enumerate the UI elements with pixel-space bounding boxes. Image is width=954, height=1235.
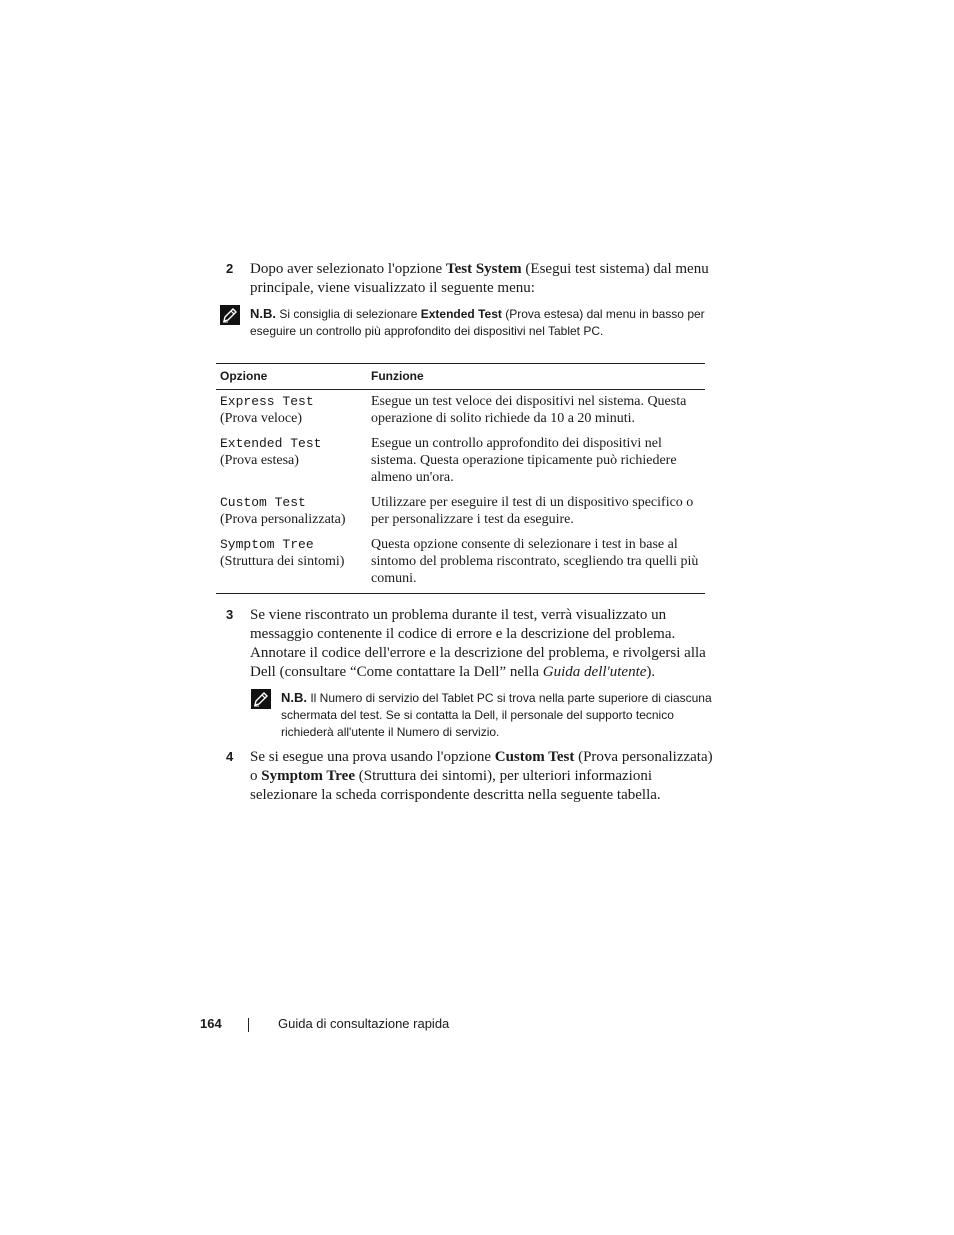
step-3	[226, 606, 716, 686]
function-cell: Utilizzare per eseguire il test di un dispositivo specifico o per personalizzare i test da eseguire.	[371, 495, 694, 527]
table-bottom-rule	[216, 593, 705, 594]
option-cell	[220, 494, 368, 528]
note-1	[220, 305, 720, 345]
table-header-rule	[216, 389, 705, 390]
table-row	[216, 492, 705, 534]
note-label: N.B.	[250, 306, 276, 321]
pencil-note-icon	[251, 689, 271, 709]
note-label: N.B.	[281, 690, 307, 705]
step-text: Dopo aver selezionato l'opzione Test System (Esegui test sistema) dal menu principale, viene visualizzato il seguente menu:	[250, 261, 709, 296]
pencil-note-icon	[220, 305, 240, 325]
option-translation: (Prova estesa)	[220, 453, 299, 468]
footer-divider	[248, 1018, 249, 1032]
table-row	[216, 433, 705, 492]
option-code: Extended Test	[220, 436, 322, 451]
note-2	[251, 689, 721, 741]
option-code: Express Test	[220, 394, 314, 409]
option-translation: (Struttura dei sintomi)	[220, 554, 345, 569]
option-name: Symptom Tree	[261, 768, 355, 784]
note-text: N.B. Il Numero di servizio del Tablet PC si trova nella parte superiore di ciascuna schermata del test. Se si contatta la Dell, il personale del supporto tecnico richiederà all'utente il Numero di servizio.	[281, 690, 712, 739]
option-translation: (Prova veloce)	[220, 411, 303, 426]
header-opzione: Opzione	[220, 369, 268, 383]
table-row	[216, 391, 705, 433]
function-cell: Esegue un test veloce dei dispositivi nel sistema. Questa operazione di solito richiede da 10 a 20 minuti.	[371, 394, 687, 426]
guide-reference: Guida dell'utente	[542, 664, 647, 680]
step-text: Se si esegue una prova usando l'opzione Custom Test (Prova personalizzata) o Symptom Tree (Struttura dei sintomi), per ulteriori informazioni selezionare la scheda corrispondente descritta nella seguente tabella.	[250, 749, 713, 803]
step-number: 4	[226, 749, 234, 764]
step-2	[226, 260, 716, 300]
option-code: Custom Test	[220, 495, 306, 510]
header-funzione: Funzione	[371, 369, 424, 383]
option-name: Extended Test	[420, 307, 502, 321]
option-translation: (Prova personalizzata)	[220, 512, 346, 527]
option-name: Test System	[445, 261, 522, 277]
table-header	[216, 364, 705, 389]
step-number: 2	[226, 261, 234, 276]
option-code: Symptom Tree	[220, 537, 314, 552]
note-text: N.B. Si consiglia di selezionare Extended Test (Prova estesa) dal menu in basso per eseguire un controllo più approfondito dei dispositivi nel Tablet PC.	[250, 306, 705, 338]
page-number: 164	[200, 1016, 222, 1031]
function-cell: Esegue un controllo approfondito dei dispositivi nel sistema. Questa operazione tipicamente può richiedere almeno un'ora.	[371, 436, 677, 485]
table-row	[216, 534, 705, 593]
footer-title: Guida di consultazione rapida	[278, 1016, 450, 1031]
option-name: Custom Test	[494, 749, 575, 765]
option-cell	[220, 393, 368, 427]
option-cell	[220, 536, 368, 570]
option-cell	[220, 435, 368, 469]
step-text: Se viene riscontrato un problema durante il test, verrà visualizzato un messaggio contenente il codice di errore e la descrizione del problema. Annotare il codice dell'errore e la descrizione del problema, e rivolgersi alla Dell (consultare “Come contattare la Dell” nella Guida dell'utente).	[250, 607, 706, 680]
function-cell: Questa opzione consente di selezionare i test in base al sintomo del problema riscontrato, scegliendo tra quelli più comuni.	[371, 537, 699, 586]
step-4	[226, 748, 716, 828]
options-table	[216, 363, 705, 594]
step-number: 3	[226, 607, 234, 622]
